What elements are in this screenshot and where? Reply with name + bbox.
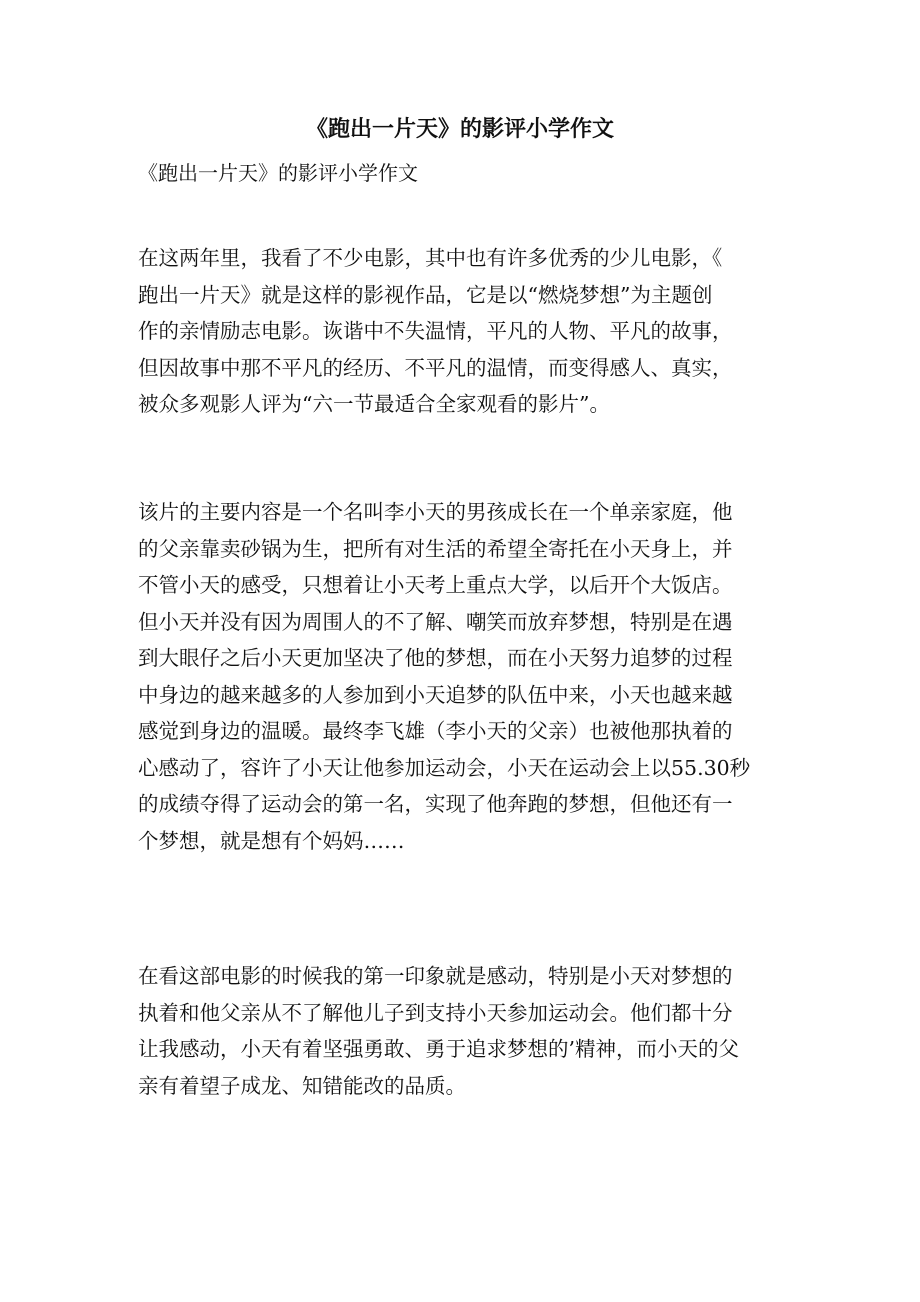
paragraph-1 xyxy=(138,240,788,423)
paragraph-2 xyxy=(138,494,788,859)
paragraph-line: 在这两年里，我看了不少电影，其中也有许多优秀的少儿电影，《 xyxy=(138,246,723,270)
paragraph-line: 中身边的越来越多的人参加到小天追梦的队伍中来，小天也越来越 xyxy=(138,682,733,707)
paragraph-line: 心感动了，容许了小天让他参加运动会，小天在运动会上以55.30秒 xyxy=(138,755,751,780)
paragraph-line: 但小天并没有因为周围人的不了解、嘲笑而放弃梦想，特别是在遇 xyxy=(138,609,733,634)
paragraph-line: 但因故事中那不平凡的经历、不平凡的温情，而变得感人、真实， xyxy=(138,355,733,380)
paragraph-line: 被众多观影人评为“六一节最适合全家观看的影片”。 xyxy=(138,392,610,416)
paragraph-line: 让我感动，小天有着坚强勇敢、勇于追求梦想的’精神，而小天的父 xyxy=(138,1037,740,1061)
paragraph-line: 在看这部电影的时候我的第一印象就是感动，特别是小天对梦想的 xyxy=(138,964,733,988)
paragraph-line: 不管小天的感受，只想着让小天考上重点大学，以后开个大饭店。 xyxy=(138,573,733,597)
document-title: 《跑出一片天》的影评小学作文 xyxy=(305,116,614,142)
paragraph-3 xyxy=(138,958,788,1104)
paragraph-line: 该片的主要内容是一个名叫李小天的男孩成长在一个单亲家庭，他 xyxy=(138,500,733,524)
paragraph-line: 感觉到身边的温暖。最终李飞雄（李小天的父亲）也被他那执着的 xyxy=(138,719,733,743)
paragraph-line: 执着和他父亲从不了解他儿子到支持小天参加运动会。他们都十分 xyxy=(138,1000,733,1025)
paragraph-line: 作的亲情励志电影。诙谐中不失温情，平凡的人物、平凡的故事， xyxy=(138,319,733,343)
paragraph-line: 跑出一片天》就是这样的影视作品，它是以“燃烧梦想”为主题创 xyxy=(138,282,713,307)
paragraph-line: 亲有着望子成龙、知错能改的品质。 xyxy=(138,1073,466,1098)
paragraph-line: 的父亲靠卖砂锅为生，把所有对生活的希望全寄托在小天身上，并 xyxy=(138,536,733,561)
paragraph-line: 的成绩夺得了运动会的第一名，实现了他奔跑的梦想，但他还有一 xyxy=(138,792,733,816)
paragraph-line: 个梦想，就是想有个妈妈…… xyxy=(138,828,405,853)
document-subtitle: 《跑出一片天》的影评小学作文 xyxy=(138,161,418,185)
paragraph-line: 到大眼仔之后小天更加坚决了他的梦想，而在小天努力追梦的过程 xyxy=(138,646,733,670)
